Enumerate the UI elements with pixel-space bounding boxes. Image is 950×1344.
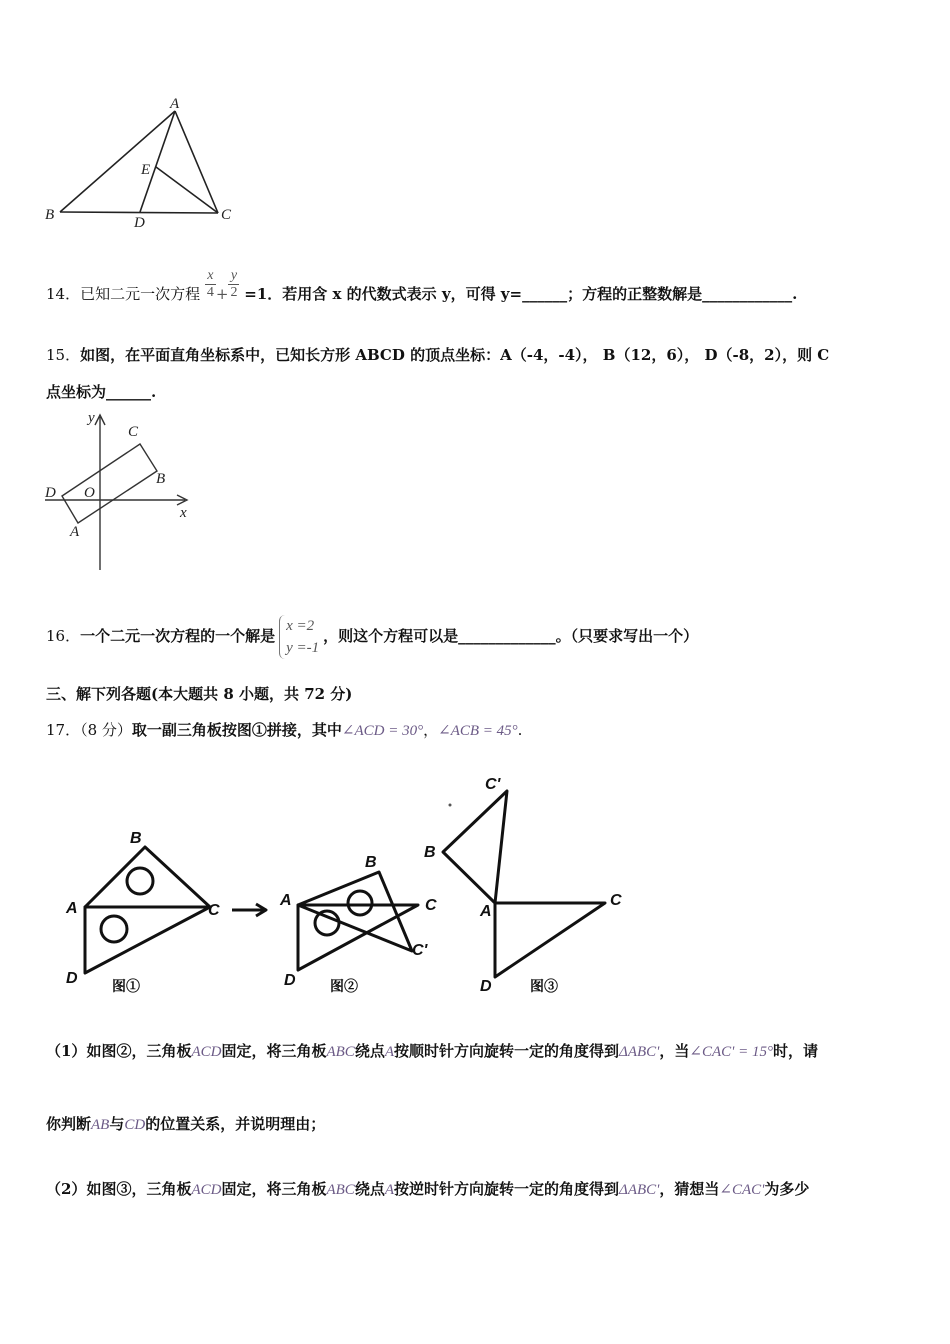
fig3-label-c-prime: C' — [485, 776, 501, 793]
fig2-label-c: C — [425, 897, 437, 914]
q16-number: 16． — [46, 627, 81, 645]
label-a: A — [170, 96, 180, 112]
figure-1 — [85, 847, 210, 973]
math-point-a: A — [384, 1044, 394, 1060]
hole-circle — [315, 911, 339, 935]
part-1-line-1: （1）如图②，三角板ACD固定，将三角板ABC绕点A按顺时针方向旋转一定的角度得到ΔABC'，当∠CAC' = 15°时，请 — [46, 1042, 818, 1060]
q14-text-4: . — [792, 285, 798, 303]
q15-number: 15． — [46, 346, 81, 364]
label-b: B — [45, 207, 55, 223]
fig2-label-c-prime: C' — [412, 942, 428, 959]
math-ab: AB — [91, 1117, 110, 1133]
fig3-label-a: A — [480, 903, 492, 920]
figure-2 — [298, 872, 418, 970]
triangle-boards-figures — [40, 765, 660, 1010]
q17-comma: ， — [423, 721, 439, 739]
fig1-label-b: B — [130, 830, 142, 847]
hole-circle — [127, 868, 153, 894]
q14-text-3: ；方程的正整数解是 — [567, 285, 703, 303]
fig3-caption: 图③ — [530, 978, 558, 994]
q17-score: （8 分） — [80, 721, 132, 739]
q14-number: 14． — [46, 285, 81, 303]
q17-end: . — [517, 721, 523, 739]
math-acd: ACD — [191, 1044, 222, 1060]
section-3-title: 三、解下列各题(本大题共 8 小题，共 72 分) — [46, 685, 353, 703]
fig3-label-c: C — [610, 892, 622, 909]
q16-text-1: 一个二元一次方程的一个解是 — [80, 627, 276, 645]
q15-text-1: 如图，在平面直角坐标系中，已知长方形 ABCD 的顶点坐标：A（-4，-4）， B（12，6）， D（-8，2），则 C — [80, 346, 830, 364]
triangle-abc-fig1 — [85, 847, 210, 907]
question-14 — [46, 267, 798, 304]
math-triangle-abc-prime: ΔABC' — [619, 1044, 660, 1060]
label-d: D — [134, 215, 145, 231]
q16-text-3: 。（只要求写出一个） — [555, 627, 699, 645]
fraction-y-over-2: $\frac{y}{2}$ — [230, 267, 238, 300]
hole-circle — [101, 916, 127, 942]
dot-mark — [449, 804, 452, 807]
question-16 — [46, 612, 698, 662]
fig2-label-a: A — [280, 892, 292, 909]
fig3-label-d: D — [480, 978, 492, 995]
math-cd: CD — [124, 1117, 146, 1133]
triangle-abc-figure — [40, 95, 250, 235]
figure-3 — [443, 791, 605, 977]
q14-text-1: 已知二元一次方程 — [80, 285, 201, 303]
question-17 — [46, 720, 522, 741]
math-abc: ABC — [326, 1182, 355, 1198]
triangle-acd-fig3 — [495, 903, 605, 977]
rectangle-abcd — [62, 444, 157, 523]
fig2-caption: 图② — [330, 978, 358, 994]
math-angle-cac-prime: ∠CAC' = 15° — [689, 1044, 773, 1060]
q14-text-2: =1．若用含 x 的代数式表示 y，可得 y= — [244, 285, 523, 303]
question-15-line-1 — [46, 345, 829, 365]
q16-text-2: ，则这个方程可以是 — [323, 627, 459, 645]
q16-blank: _____________ — [458, 627, 556, 645]
part-1-line-2: 你判断AB与CD的位置关系，并说明理由； — [46, 1115, 326, 1133]
part-2-lead: （2） — [46, 1180, 87, 1198]
segment-bc — [60, 212, 218, 213]
math-triangle-abc-prime: ΔABC' — [619, 1182, 660, 1198]
fig1-label-a: A — [66, 900, 78, 917]
plus-sign: + — [215, 285, 229, 303]
angle-acd: ∠ACD = 30° — [341, 723, 424, 739]
q15-end: . — [151, 383, 157, 401]
q15-blank: ______ — [106, 383, 152, 401]
label-o: O — [84, 485, 95, 501]
math-angle-cac-prime: ∠CAC' — [719, 1182, 765, 1198]
fig2-label-b: B — [365, 854, 377, 871]
q17-number: 17． — [46, 721, 81, 739]
label-b: B — [156, 471, 166, 487]
part-2-line-1: （2）如图③，三角板ACD固定，将三角板ABC绕点A按逆时针方向旋转一定的角度得到ΔABC'，猜想当∠CAC'为多少 — [46, 1180, 810, 1198]
label-e: E — [141, 162, 151, 178]
part-1-lead: （1） — [46, 1042, 87, 1060]
q14-blank-2: ____________ — [702, 285, 793, 303]
fig1-caption: 图① — [112, 978, 140, 994]
coordinate-rectangle-figure — [40, 405, 200, 575]
label-d: D — [45, 485, 56, 501]
q15-text-2: 点坐标为 — [46, 383, 107, 401]
math-abc: ABC — [326, 1044, 355, 1060]
fig2-label-d: D — [284, 972, 296, 989]
fig1-label-d: D — [66, 970, 78, 987]
label-c: C — [128, 424, 139, 440]
math-point-a: A — [384, 1182, 394, 1198]
fraction-x-over-4: $\frac{x}{4}$ — [206, 267, 214, 300]
q14-blank-1: ______ — [522, 285, 568, 303]
math-acd: ACD — [191, 1182, 222, 1198]
question-15-line-2 — [46, 382, 156, 402]
angle-acb: ∠ACB = 45° — [438, 723, 518, 739]
label-a: A — [70, 524, 80, 540]
fig1-label-c: C — [208, 902, 220, 919]
triangle-acd-fig1 — [85, 907, 210, 973]
fig3-label-b: B — [424, 844, 436, 861]
hole-circle — [348, 891, 372, 915]
label-x: x — [180, 505, 187, 521]
equation-system: x =2 y =-1 — [279, 615, 319, 659]
label-y: y — [88, 410, 95, 426]
q17-text-1: 取一副三角板按图①拼接，其中 — [131, 721, 342, 739]
triangle-abcprime-fig3 — [443, 791, 507, 903]
label-c: C — [221, 207, 232, 223]
